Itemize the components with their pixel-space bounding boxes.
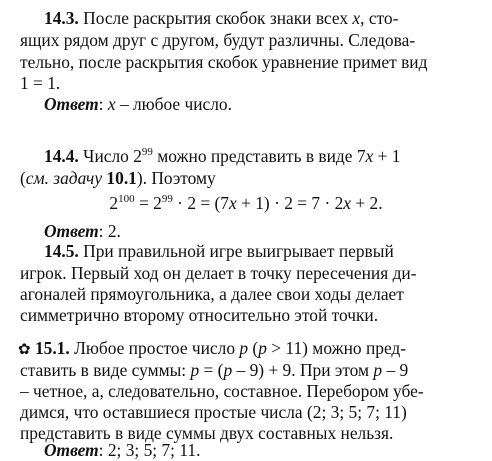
answer-label: Ответ <box>44 221 99 241</box>
problem-15-1-line-4: димся, что оставшиеся простые числа (2; 3; 5; 7; 11) <box>20 402 407 422</box>
answer-label: Ответ <box>44 94 99 114</box>
text: При правильной игре выигрывает первый <box>83 241 394 261</box>
problem-14-3-line-4: 1 = 1. <box>20 73 61 93</box>
text: – любое число. <box>115 94 232 114</box>
text: : 2; 3; 5; 7; 11. <box>98 440 201 460</box>
variable: p <box>373 360 383 380</box>
problem-15-1-line-5: представить в виде суммы двух составных нельзя. <box>20 423 394 443</box>
problem-15-1-line-2 <box>20 360 408 381</box>
text: можно представить в виде 7 <box>152 146 366 166</box>
variable: x <box>229 193 237 213</box>
text: – 9 <box>382 360 409 380</box>
problem-14-4-line-2 <box>20 168 216 189</box>
problem-14-3-line-2: ящих рядом друг с другом, будут различны. Следова- <box>20 30 416 50</box>
formula <box>0 193 492 214</box>
formula-part: · 2 = (7 <box>172 193 229 213</box>
text: , сто- <box>360 8 399 28</box>
problem-14-4-line-1 <box>44 146 400 167</box>
problem-14-5-line-4: симметрично второму относительно этой точки. <box>20 305 379 325</box>
exponent: 100 <box>118 193 135 205</box>
formula-part: 2 <box>109 193 119 213</box>
reference-number: 10.1 <box>106 168 137 188</box>
text: – 9) + 9. При этом <box>232 360 374 380</box>
variable: p <box>239 338 249 358</box>
text: Любое простое число <box>74 338 240 358</box>
problem-14-5-line-1 <box>44 241 394 262</box>
text: Число 2 <box>83 146 142 166</box>
text: ). Поэтому <box>136 168 216 188</box>
exponent: 99 <box>161 193 173 205</box>
problem-15-1-line-1 <box>18 338 406 361</box>
text: > 11) можно пред- <box>266 338 407 358</box>
variable: x <box>343 193 352 213</box>
text: + 1 <box>373 146 401 166</box>
text: После раскрытия скобок знаки всех <box>83 8 353 28</box>
problem-14-5-line-2: игрок. Первый ход он делает в точку пересечения ди- <box>20 263 417 283</box>
problem-14-3-line-1 <box>44 8 398 29</box>
variable: x <box>107 94 116 114</box>
problem-15-1-line-3: – четное, а, следовательно, составное. Перебором убе- <box>20 381 424 401</box>
reference-text: см. задачу <box>25 168 107 188</box>
text: ( <box>20 168 26 188</box>
text: = ( <box>199 360 224 380</box>
flower-icon: ✿ <box>18 342 31 358</box>
answer-label: Ответ <box>44 440 99 460</box>
variable: x <box>365 146 374 166</box>
variable: p <box>258 338 267 358</box>
variable: p <box>190 360 200 380</box>
text: : 2. <box>98 221 121 241</box>
variable: p <box>223 360 233 380</box>
problem-number: 14.4. <box>44 146 79 166</box>
text: ( <box>248 338 259 358</box>
text: ставить в виде суммы: <box>20 360 191 380</box>
problem-15-1-answer <box>44 440 200 461</box>
problem-number: 14.5. <box>44 241 79 261</box>
problem-14-4-answer <box>44 221 121 242</box>
exponent: 99 <box>141 146 153 158</box>
formula-part: = 2 <box>134 193 162 213</box>
problem-14-3-answer <box>44 94 232 115</box>
problem-14-3-line-3: тельно, после раскрытия скобок уравнение примет вид <box>20 52 428 72</box>
text: : <box>98 94 108 114</box>
problem-number: 15.1. <box>34 338 70 358</box>
formula-part: + 2. <box>351 193 383 213</box>
problem-14-5-line-3: агоналей прямоугольника, а далее свои ходы делает <box>20 284 404 304</box>
problem-number: 14.3. <box>44 8 79 28</box>
variable: x <box>352 8 361 28</box>
formula-part: + 1) · 2 = 7 · 2 <box>236 193 344 213</box>
